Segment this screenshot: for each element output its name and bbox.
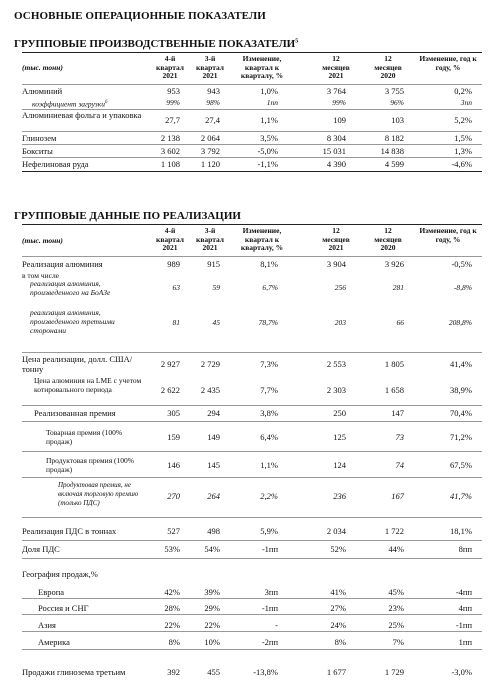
cell: 1 722 [384, 526, 404, 536]
cell: 59 [212, 283, 220, 292]
cell: 8% [168, 637, 180, 647]
cell: 124 [333, 460, 346, 470]
production-header-qoq: Изменение, квартал к кварталу, % [240, 54, 284, 80]
cell: 270 [167, 491, 180, 501]
cell: 2 553 [326, 359, 346, 369]
cell: 2 622 [160, 385, 180, 395]
cell: 5,2% [454, 115, 472, 125]
row-label: Россия и СНГ [38, 603, 89, 613]
row-label: Реализованная премия [34, 408, 116, 418]
sales-header-yoy: Изменение, год к году, % [419, 226, 477, 244]
cell: 14 838 [380, 146, 404, 156]
cell: 41,7% [450, 491, 472, 501]
production-header-q3: 3-й квартал 2021 [196, 54, 224, 80]
cell: 3 792 [200, 146, 220, 156]
sales-header-12m-2021: 12 месяцев 2021 [322, 226, 350, 252]
cell: 2 303 [326, 385, 346, 395]
row-divider [22, 477, 482, 478]
cell: 943 [207, 86, 220, 96]
cell: 42% [164, 587, 180, 597]
row-label [32, 98, 168, 110]
cell: 1 120 [200, 159, 220, 169]
cell: 78,7% [258, 318, 278, 327]
production-header-12m-2020: 12 месяцев 2020 [374, 54, 402, 80]
cell: 96% [390, 98, 404, 107]
cell: 8 304 [326, 133, 346, 143]
production-header-q4: 4-й квартал 2021 [156, 54, 184, 80]
cell: 15 031 [322, 146, 346, 156]
cell: 3пп [460, 98, 472, 107]
sales-header-q4: 4-й квартал 2021 [156, 226, 184, 252]
row-divider [22, 517, 482, 518]
cell: 2 927 [160, 359, 180, 369]
cell: 3 602 [160, 146, 180, 156]
cell: 5,9% [260, 526, 278, 536]
cell: 27,7 [165, 115, 180, 125]
cell: 281 [392, 283, 404, 292]
row-divider [22, 558, 482, 559]
cell: 0,2% [454, 86, 472, 96]
cell: 953 [167, 86, 180, 96]
sales-section-title: ГРУППОВЫЕ ДАННЫЕ ПО РЕАЛИЗАЦИИ [14, 210, 241, 222]
cell: 22% [164, 620, 180, 630]
production-title-text: ГРУППОВЫЕ ПРОИЗВОДСТВЕННЫЕ ПОКАЗАТЕЛИ [14, 38, 296, 50]
cell: 256 [334, 283, 346, 292]
cell: 3,8% [260, 408, 278, 418]
cell: -4,6% [451, 159, 472, 169]
cell: 125 [333, 432, 346, 442]
cell: 264 [207, 491, 220, 501]
cell: 3,5% [260, 133, 278, 143]
cell: 74 [395, 460, 404, 470]
cell: 7,7% [260, 385, 278, 395]
cell: 159 [167, 432, 180, 442]
cell: 28% [164, 603, 180, 613]
row-label: Америка [38, 637, 70, 647]
cell: 294 [207, 408, 220, 418]
row-divider [22, 405, 482, 406]
cell: 8 182 [384, 133, 404, 143]
page-title: ОСНОВНЫЕ ОПЕРАЦИОННЫЕ ПОКАЗАТЕЛИ [14, 10, 266, 22]
row-label: Продажи глинозема третьим [22, 667, 126, 677]
cell: 27,4 [205, 115, 220, 125]
cell: -1пп [261, 603, 278, 613]
cell: 2 034 [326, 526, 346, 536]
row-divider [22, 631, 482, 632]
cell: 2 064 [200, 133, 220, 143]
cell: 203 [334, 318, 346, 327]
cell: 236 [333, 491, 346, 501]
cell: 23% [388, 603, 404, 613]
cell: 6,7% [262, 283, 278, 292]
cell: 146 [167, 460, 180, 470]
cell: 4пп [458, 603, 472, 613]
sales-header-rule [22, 256, 482, 257]
cell: 98% [206, 98, 220, 107]
cell: 3 926 [384, 259, 404, 269]
cell: 18,1% [450, 526, 472, 536]
cell: 305 [167, 408, 180, 418]
row-label: Нефелиновая руда [22, 159, 89, 169]
cell: 63 [172, 283, 180, 292]
row-label: Доля ПДС [22, 544, 60, 554]
cell: 45% [388, 587, 404, 597]
row-divider [22, 451, 482, 452]
cell: 1 108 [160, 159, 180, 169]
sales-header-q3: 3-й квартал 2021 [196, 226, 224, 252]
cell: 66 [396, 318, 404, 327]
production-header-rule [22, 84, 482, 85]
cell: 1,1% [260, 115, 278, 125]
cell: 67,5% [450, 460, 472, 470]
cell: 8,1% [260, 259, 278, 269]
cell: 52% [330, 544, 346, 554]
cell: 147 [391, 408, 404, 418]
cell: 1,1% [260, 460, 278, 470]
row-label: Реализация ПДС в тоннах [22, 526, 117, 536]
cell: 7,3% [260, 359, 278, 369]
cell: 25% [388, 620, 404, 630]
cell: -0,5% [451, 259, 472, 269]
cell: 53% [164, 544, 180, 554]
row-label: Алюминий [22, 86, 63, 96]
row-label: реализация алюминия, произведенного на БоАЗе [30, 279, 111, 297]
cell: 39% [204, 587, 220, 597]
cell: 29% [204, 603, 220, 613]
cell: 915 [207, 259, 220, 269]
cell: 38,9% [450, 385, 472, 395]
cell: 3 755 [384, 86, 404, 96]
cell: 73 [395, 432, 404, 442]
row-label: в том числе [22, 271, 60, 280]
cell: 2 729 [200, 359, 220, 369]
cell: 455 [207, 667, 220, 677]
cell: 527 [167, 526, 180, 536]
cell: 8пп [458, 544, 472, 554]
cell: 3 904 [326, 259, 346, 269]
cell: 3 764 [326, 86, 346, 96]
row-label: Азия [38, 620, 56, 630]
cell: 70,4% [450, 408, 472, 418]
cell: 99% [166, 98, 180, 107]
cell: 498 [207, 526, 220, 536]
row-divider [22, 352, 482, 353]
cell: 1 677 [326, 667, 346, 677]
cell: 1,5% [454, 133, 472, 143]
sales-unit: (тыс. тонн) [22, 236, 63, 245]
cell: -1,1% [257, 159, 278, 169]
cell: 103 [391, 115, 404, 125]
cell: 54% [204, 544, 220, 554]
cell: 24% [330, 620, 346, 630]
cell: 1пп [458, 637, 472, 647]
row-label: География продаж,% [22, 569, 98, 579]
cell: 208,8% [448, 318, 472, 327]
row-label: Глинозем [22, 133, 57, 143]
cell: 3пп [264, 587, 278, 597]
cell: 392 [167, 667, 180, 677]
cell: 2,2% [260, 491, 278, 501]
cell: 4 599 [384, 159, 404, 169]
cell: 2 138 [160, 133, 180, 143]
row-divider [22, 421, 482, 422]
cell: 71,2% [450, 432, 472, 442]
production-header-12m-2021: 12 месяцев 2021 [322, 54, 350, 80]
row-label: Продуктовая премия (100% продаж) [46, 456, 135, 474]
row-divider [22, 649, 482, 650]
cell: 145 [207, 460, 220, 470]
row-label: Реализация алюминия [22, 259, 103, 269]
row-label: Продуктовая премия, не включая торговую премию (только ПДС) [58, 481, 139, 507]
cell: -2пп [261, 637, 278, 647]
cell: -1пп [261, 544, 278, 554]
production-header-yoy: Изменение, год к году, % [419, 54, 477, 72]
cell: -3,0% [451, 667, 472, 677]
cell: -1пп [455, 620, 472, 630]
row-divider [22, 614, 482, 615]
production-top-rule [22, 52, 482, 53]
cell: 989 [167, 259, 180, 269]
row-label: реализация алюминия, произведенного третьими сторонами [30, 308, 115, 335]
cell: 149 [207, 432, 220, 442]
cell: 1 658 [384, 385, 404, 395]
cell: 250 [333, 408, 346, 418]
cell: 27% [330, 603, 346, 613]
cell: 41,4% [450, 359, 472, 369]
cell: 10% [204, 637, 220, 647]
cell: 99% [332, 98, 346, 107]
cell: 1пп [266, 98, 278, 107]
row-divider [22, 144, 482, 145]
sales-top-rule [22, 224, 482, 225]
row-label: Цена алюминия на LME с учетом котировального периода [34, 376, 142, 394]
cell: 7% [392, 637, 404, 647]
row-divider [22, 540, 482, 541]
production-bottom-rule [22, 171, 482, 172]
cell: 2 435 [200, 385, 220, 395]
cell: 41% [330, 587, 346, 597]
cell: 45 [212, 318, 220, 327]
cell: -8,8% [453, 283, 472, 292]
cell: 81 [172, 318, 180, 327]
row-label: Европа [38, 587, 65, 597]
sales-header-12m-2020: 12 месяцев 2020 [374, 226, 402, 252]
row-label: Алюминиевая фольга и упаковка [22, 110, 142, 120]
cell: 1 805 [384, 359, 404, 369]
cell: 22% [204, 620, 220, 630]
cell: - [275, 620, 278, 630]
row-divider [22, 598, 482, 599]
row-divider [22, 157, 482, 158]
cell: 1,0% [260, 86, 278, 96]
cell: 109 [333, 115, 346, 125]
cell: 8% [334, 637, 346, 647]
cell: 44% [388, 544, 404, 554]
row-divider [22, 131, 482, 132]
row-label: Цена реализации, долл. США/тонну [22, 354, 133, 374]
row-label: Бокситы [22, 146, 53, 156]
row-label-text: коэффициент загрузки [32, 99, 105, 109]
cell: 4 390 [326, 159, 346, 169]
production-section-title [14, 38, 298, 50]
production-unit: (тыс. тонн) [22, 63, 63, 72]
row-label-footnote: 6 [105, 100, 108, 105]
row-label: Товарная премия (100% продаж) [46, 428, 123, 446]
cell: 1 729 [384, 667, 404, 677]
production-title-footnote: 5 [295, 38, 299, 45]
cell: 167 [391, 491, 404, 501]
cell: 1,3% [454, 146, 472, 156]
cell: -5,0% [257, 146, 278, 156]
cell: 6,4% [260, 432, 278, 442]
cell: -4пп [455, 587, 472, 597]
sales-header-qoq: Изменение, квартал к кварталу, % [240, 226, 284, 252]
cell: -13,8% [253, 667, 278, 677]
